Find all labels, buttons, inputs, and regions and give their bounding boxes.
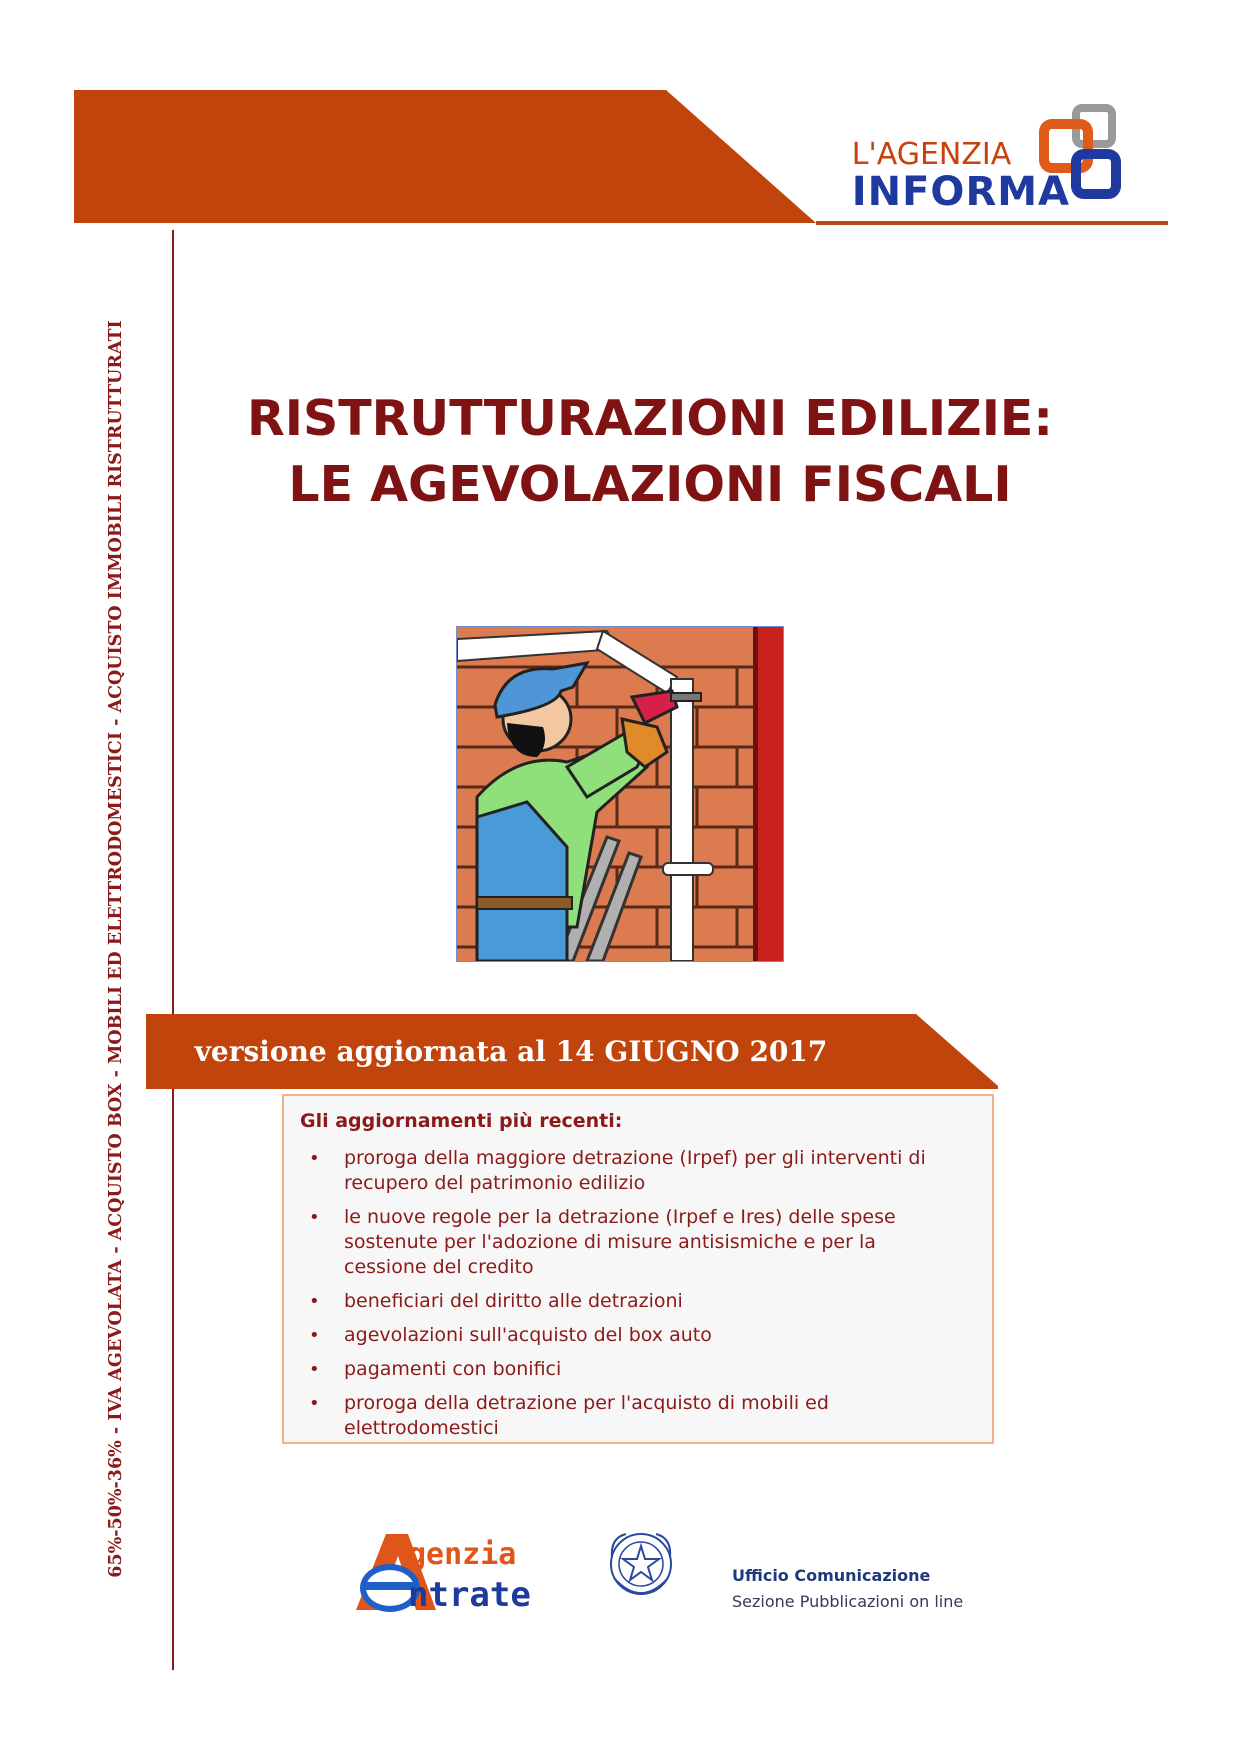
- title-line-2: LE AGEVOLAZIONI FISCALI: [288, 456, 1012, 513]
- list-item: [284, 1289, 992, 1314]
- list-item: [284, 1357, 992, 1382]
- office-section: Sezione Pubblicazioni on line: [732, 1592, 964, 1611]
- office-name: Ufficio Comunicazione: [732, 1566, 931, 1585]
- bullet-icon: •: [309, 1291, 320, 1312]
- agenzia-informa-logo-icon: [1036, 104, 1124, 204]
- page-title: [210, 386, 1090, 518]
- vertical-rule: [172, 230, 174, 1670]
- bullet-icon: •: [309, 1359, 320, 1380]
- bullet-icon: •: [309, 1207, 320, 1228]
- worker-drilling-illustration: [456, 626, 784, 962]
- list-item: [284, 1205, 992, 1280]
- side-text-topics: 65%-50%-36% - IVA AGEVOLATA - ACQUISTO BOX - MOBILI ED ELETTRODOMESTICI - ACQUISTO IMMOBILI RISTRUTTURATI: [106, 320, 126, 1578]
- side-text-container: [96, 318, 136, 1580]
- bullet-icon: •: [309, 1148, 320, 1169]
- update-item-text: proroga della detrazione per l'acquisto di mobili ed elettrodomestici: [344, 1392, 829, 1439]
- worker-illustration-svg: [457, 627, 783, 961]
- bullet-icon: •: [309, 1393, 320, 1414]
- title-line-1: RISTRUTTURAZIONI EDILIZIE:: [247, 390, 1053, 447]
- recent-updates-list: [284, 1146, 992, 1450]
- update-item-text: proroga della maggiore detrazione (Irpef) per gli interventi di recupero del patrimonio edilizio: [344, 1147, 926, 1194]
- brand-line-agenzia: L'AGENZIA: [851, 137, 1012, 172]
- logo-word-ntrate: ntrate: [408, 1575, 531, 1615]
- update-item-text: agevolazioni sull'acquisto del box auto: [344, 1324, 712, 1346]
- bullet-icon: •: [309, 1325, 320, 1346]
- update-item-text: pagamenti con bonifici: [344, 1358, 562, 1380]
- brand-line-informa: INFORMA: [851, 169, 1070, 215]
- recent-updates-box: [282, 1094, 994, 1444]
- logo-word-genzia: genzia: [408, 1537, 517, 1572]
- italian-republic-emblem-icon: [606, 1528, 676, 1604]
- list-item: [284, 1391, 992, 1441]
- update-item-text: beneficiari del diritto alle detrazioni: [344, 1290, 683, 1312]
- version-date-label: versione aggiornata al 14 GIUGNO 2017: [194, 1035, 828, 1068]
- office-info: [732, 1563, 963, 1615]
- update-item-text: le nuove regole per la detrazione (Irpef e Ires) delle spese sostenute per l'adozione di misure antisismiche e per la cessione del credito: [344, 1206, 896, 1278]
- recent-updates-heading: Gli aggiornamenti più recenti:: [300, 1110, 623, 1132]
- list-item: [284, 1323, 992, 1348]
- list-item: [284, 1146, 992, 1196]
